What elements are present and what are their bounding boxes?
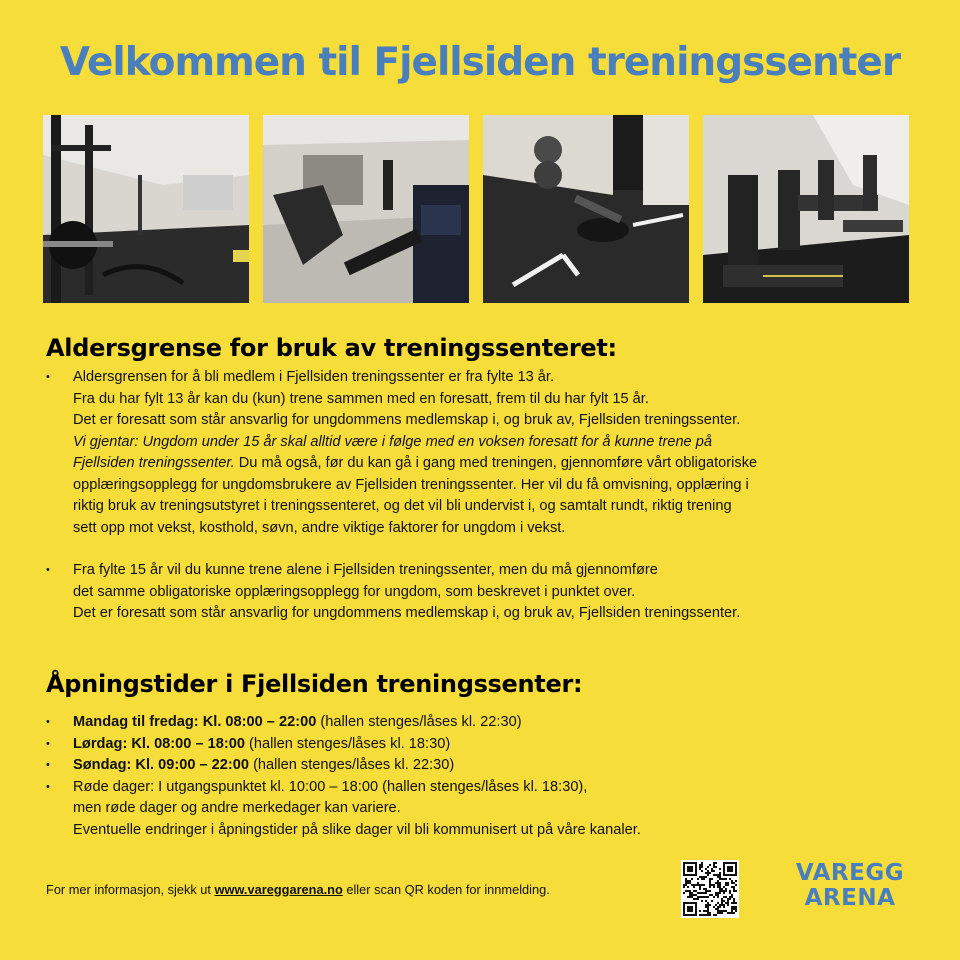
age-text-line-mixed — [73, 453, 926, 475]
photo-sled-track — [483, 115, 689, 303]
hours-holidays-line: Røde dager: I utgangspunktet kl. 10:00 – 18:00 (hallen stenges/låses kl. 18:30), — [73, 778, 588, 795]
hours-holidays-line: men røde dager og andre merkedager kan variere. — [73, 800, 401, 816]
page-title: Velkommen til Fjellsiden treningssenter — [59, 40, 901, 85]
website-link[interactable]: www.vareggarena.no — [214, 882, 343, 897]
hours-sunday-note: (hallen stenges/låses kl. 22:30) — [249, 757, 455, 773]
footer-text-before: For mer informasjon, sjekk ut — [46, 882, 215, 897]
age-text-line: riktig bruk av treningsutstyret i treningssenteret, og det vil bli undervist i, og samtalt rundt, riktig trening — [73, 498, 732, 514]
list-item — [46, 712, 926, 734]
opening-hours-heading: Åpningstider i Fjellsiden treningssenter: — [46, 670, 583, 698]
bullet-icon: • — [46, 737, 50, 750]
age-limit-list — [46, 367, 926, 625]
age-text-line: Fra fylte 15 år vil du kunne trene alene i Fjellsiden treningssenter, men du må gjennomføre — [73, 562, 658, 578]
list-item — [46, 755, 926, 777]
age-text-rest: Du må også, før du kan gå i gang med treningen, gjennomføre vårt obligatoriske — [234, 455, 758, 471]
photo-treadmills — [703, 115, 909, 303]
photo-weight-machines — [263, 115, 469, 303]
age-text-line: det samme obligatoriske opplæringsopplegg for ungdom, som beskrevet i punktet over. — [73, 583, 636, 600]
age-text-line: Det er foresatt som står ansvarlig for ungdommens medlemskap i, og bruk av, Fjellsiden treningssenter. — [73, 605, 741, 621]
list-item — [46, 734, 926, 756]
age-text-line: Aldersgrensen for å bli medlem i Fjellsiden treningssenter er fra fylte 13 år. — [73, 369, 555, 385]
bullet-icon: • — [46, 371, 50, 383]
bullet-icon: • — [46, 716, 50, 728]
photo-strip — [43, 115, 911, 303]
hours-weekdays-label: Mandag til fredag: Kl. 08:00 – 22:00 — [73, 714, 317, 730]
hours-saturday-note: (hallen stenges/låses kl. 18:30) — [244, 735, 451, 752]
bullet-icon: • — [46, 564, 50, 576]
age-text-line: opplæringsopplegg for ungdomsbrukere av Fjellsiden treningssenter. Her vil du få omvisning, opplæring i — [73, 476, 749, 493]
age-text-line: Det er foresatt som står ansvarlig for ungdommens medlemskap i, og bruk av, Fjellsiden treningssenter. — [73, 412, 741, 428]
age-text-line-italic: Vi gjentar: Ungdom under 15 år skal alltid være i følge med en voksen foresatt for å kunne trene på — [73, 433, 712, 450]
list-item — [46, 367, 926, 539]
photo-free-weights-rack — [43, 115, 249, 303]
age-limit-heading: Aldersgrense for bruk av treningssenteret: — [46, 334, 617, 362]
bullet-icon: • — [46, 759, 50, 771]
age-text-italic: Fjellsiden treningssenter. — [73, 455, 235, 471]
list-item — [46, 560, 926, 625]
logo-line-1: VAREGG — [795, 860, 905, 886]
bullet-icon: • — [46, 780, 50, 793]
age-text-line: sett opp mot vekst, kosthold, søvn, andre viktige faktorer for ungdom i vekst. — [73, 519, 566, 536]
list-item — [46, 777, 926, 842]
qr-code[interactable] — [681, 860, 739, 918]
hours-weekdays-note: (hallen stenges/låses kl. 22:30) — [316, 714, 522, 730]
logo — [790, 861, 910, 911]
hours-sunday-label: Søndag: Kl. 09:00 – 22:00 — [73, 757, 250, 773]
qr-code-icon — [681, 860, 739, 918]
footer-info — [46, 882, 550, 897]
opening-hours-list — [46, 712, 926, 841]
hours-saturday-label: Lørdag: Kl. 08:00 – 18:00 — [73, 735, 245, 752]
hours-holidays-line: Eventuelle endringer i åpningstider på slike dager vil bli kommunisert ut på våre kanaler. — [73, 821, 641, 838]
age-text-line: Fra du har fylt 13 år kan du (kun) trene sammen med en foresatt, frem til du har fylt 15 år. — [73, 390, 649, 407]
footer-text-after: eller scan QR koden for innmelding. — [342, 882, 550, 897]
logo-line-2: ARENA — [804, 885, 896, 911]
